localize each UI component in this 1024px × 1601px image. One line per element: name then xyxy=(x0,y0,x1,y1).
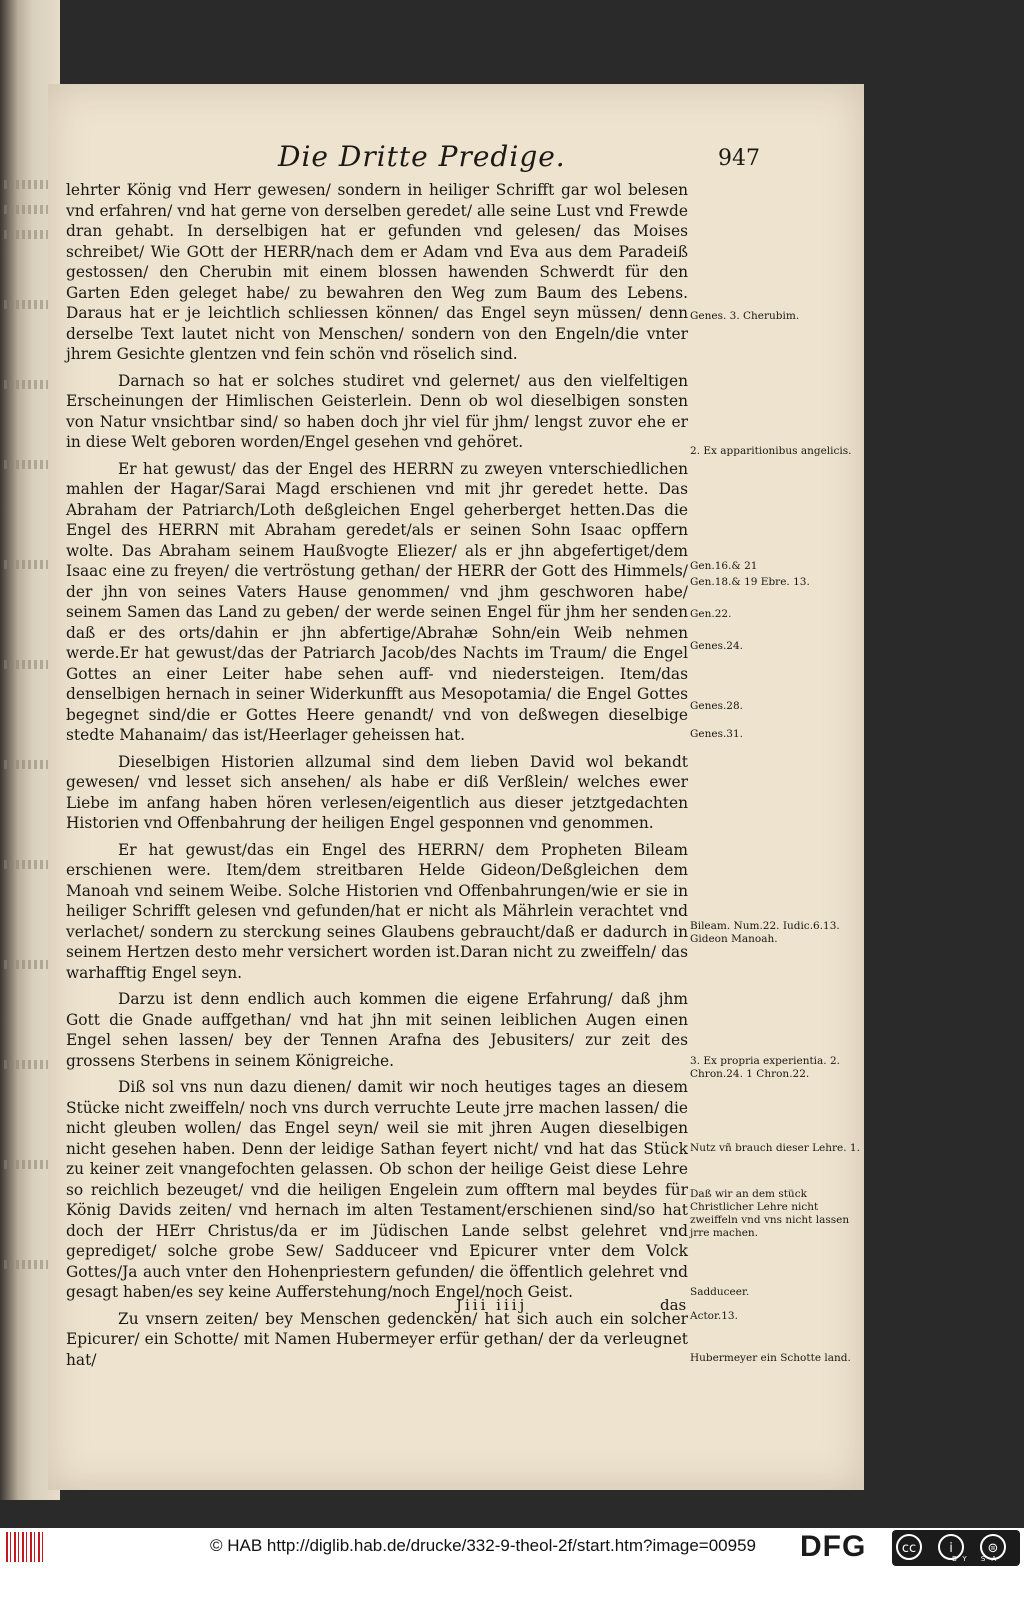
running-title: Die Dritte Predige. xyxy=(278,140,566,173)
catchline xyxy=(48,1296,864,1320)
margin-note: Genes.24. xyxy=(690,640,744,652)
margin-note: Gen.18.& 19 Ebre. 13. xyxy=(690,576,810,588)
paragraph: Er hat gewust/das ein Engel des HERRN/ dem Propheten Bileam erschienen were. Item/dem streitbaren Helde Gideon/Deßgleichen dem Manoah vnd seinem Weibe. Solche Historien vnd Offenbahrungen/wie er sie in heiliger Schrifft gelesen vnd gefunden/hat er nicht als Mährlein verachtet vnd verlachet/ sondern zu sterckung seines Glaubens gebraucht/daß er dadurch in seinem Hertzen desto mehr versichert worden ist.Daran nicht zu zweiffeln/ das warhafftig Engel seyn. xyxy=(66,840,688,982)
signature-mark: Jiii iiij xyxy=(456,1296,528,1314)
paragraph: Zu vnsern zeiten/ bey Menschen gedencken/ hat sich auch ein solcher Epicurer/ ein Schotte/ mit Namen Hubermeyer erfür gethan/ der da verleugnet hat/ xyxy=(66,1309,688,1369)
margin-note: Gen.16.& 21 xyxy=(690,560,758,572)
footer-bar xyxy=(0,1528,1024,1601)
barcode-icon xyxy=(6,1532,46,1562)
paragraph: Darzu ist denn endlich auch kommen die eigene Erfahrung/ daß jhm Gott die Gnade auffgethan/ vnd hat jhn mit seinen leiblichen Augen einen Engel sehen lassen/ bey der Tennen Arafna des Jebusiters/ zur zeit des grossens Sterbens in seinem Königreiche. xyxy=(66,990,688,1070)
catchword: das xyxy=(660,1296,687,1314)
book-page xyxy=(48,84,864,1490)
page-header xyxy=(48,140,864,180)
margin-note: Nutz vñ brauch dieser Lehre. 1. xyxy=(690,1142,860,1154)
margin-note: Gen.22. xyxy=(690,608,732,620)
margin-note: Bileam. Num.22. Iudic.6.13. Gideon Manoah. xyxy=(690,920,840,945)
paragraph: Dieselbigen Historien allzumal sind dem lieben David wol bekandt gewesen/ vnd lesset sich ansehen/ als habe er diß Verßlein/ welches ewer Liebe im anfang haben hören verlesen/eigentlich aus dieser jetztgedachten Historien vnd Offenbahrung der heiligen Engel gesponnen vnd genommen. xyxy=(66,752,688,832)
paragraph: Diß sol vns nun dazu dienen/ damit wir noch heutiges tages an diesem Stücke nicht zweiffeln/ noch vns durch verruchte Leute jrre machen lassen/ die nicht gleuben wollen/ das Engel seyn/ weil sie mit jhren Augen dieselbigen nicht gesehen haben. Denn der leidige Sathan feyert nicht/ vnd hat das Stück zu keiner zeit vnangefochten gelassen. Ob schon der heilige Geist diese Lehre so reichlich bezeuget/ vnd die heiligen Engelein zum offtern mal beydes für König Davids zeiten/ vnd hernach im alten Testament/erschienen sind/so hat doch der HErr Christus/da er im Jüdischen Lande selbst gelehret vnd geprediget/ solche grobe Sew/ Sadduceer vnd Epicurer vnter dem Volck Gottes/Ja auch vnter den Hohenpriestern gefunden/ die öffentlich gelehret vnd gesagt haben/es sey keine Aufferstehung/noch Engel/noch Geist. xyxy=(66,1078,688,1301)
license-text: BY SA xyxy=(952,1555,1003,1563)
paragraph: Er hat gewust/ das der Engel des HERRN zu zweyen vnterschiedlichen mahlen der Hagar/Sarai Magd erschienen vnd mit jhr geredet hette. Das Abraham der Patriarch/Loth deßgleichen Engel geherberget hetten.Das die Engel des HERRN mit Abraham geredet/als er seinen Sohn Isaac opffern wolte. Das Abraham seinem Haußvogte Eliezer/ als er jhn abgefertiget/dem Isaac eine zu freyen/ die vertröstung gethan/ der HERR der Gott des Himmels/ der jhn von seines Vaters Hause genommen/ vnd jhm geschworen habe/ seinem Samen das Land zu geben/ der werde seinen Engel für jhm her senden daß er des orts/dahin er jhn abfertige/Abrahæ Sohn/ein Weib nehmen werde.Er hat gewust/das der Patriarch Jacob/des Nachts im Traum/ die Engel Gottes an einer Leiter habe sehen auff- vnd niedersteigen. Item/das denselbigen hernach in seiner Widerkunfft aus Mesopotamia/ die Engel Gottes begegnet sind/die er Gottes Heere genandt/ vnd von deßwegen dieselbige stedte Mahanaim/ das ist/Heerlager geheissen hat. xyxy=(66,459,688,744)
cc-license-badge[interactable] xyxy=(892,1530,1020,1566)
paragraph: lehrter König vnd Herr gewesen/ sondern in heiliger Schrifft gar wol belesen vnd erfahren/ vnd hat gerne von derselben geredet/ alle seine Lust vnd Frewde dran gehabt. In derselbigen hat er gefunden vnd gelesen/ das Moises schreibet/ Wie GOtt der HERR/nach dem er Adam vnd Eva aus dem Paradeiß gestossen/ den Cherubin mit einem blossen hawenden Schwerdt für den Garten Eden geleget habe/ zu bewahren den Weg zum Baum des Lebens. Daraus hat er je leichtlich schliessen können/ das Engel seyn müssen/ denn derselbe Text lautet nicht von Menschen/ sondern von den Engeln/die vnter jhrem Gesichte glentzen vnd fein schön vnd röselich sind. xyxy=(66,181,688,363)
by-icon: i xyxy=(938,1534,964,1560)
margin-note: Actor.13. xyxy=(690,1310,738,1322)
margin-note: Daß wir an dem stück Christlicher Lehre nicht zweiffeln vnd vns nicht lassen jrre machen. xyxy=(690,1188,850,1239)
margin-note: Hubermeyer ein Schotte land. xyxy=(690,1352,851,1364)
cc-icon: cc xyxy=(896,1534,922,1560)
margin-note: Genes.28. xyxy=(690,700,744,712)
margin-note: 3. Ex propria experientia. 2. Chron.24. 1 Chron.22. xyxy=(690,1055,840,1080)
margin-note: 2. Ex apparitionibus angelicis. xyxy=(690,445,852,457)
margin-note: Genes.31. xyxy=(690,728,744,740)
margin-note: Genes. 3. Cherubim. xyxy=(690,310,800,322)
body-text xyxy=(66,180,688,1376)
sa-icon: ⊜ xyxy=(980,1534,1006,1560)
page-number: 947 xyxy=(718,146,760,171)
source-credit-link[interactable]: © HAB http://diglib.hab.de/drucke/332-9-theol-2f/start.htm?image=00959 xyxy=(210,1536,756,1555)
dfg-logo: DFG xyxy=(800,1530,867,1563)
paragraph: Darnach so hat er solches studiret vnd gelernet/ aus den vielfeltigen Erscheinungen der Himlischen Geisterlein. Denn ob wol dieselbigen sonsten von Natur vnsichtbar sind/ so haben doch jhr viel für jhm/ lengst zuvor ehe er in diese Welt geboren worden/Engel gesehen vnd gehöret. xyxy=(66,371,688,451)
margin-note: Sadduceer. xyxy=(690,1286,750,1298)
